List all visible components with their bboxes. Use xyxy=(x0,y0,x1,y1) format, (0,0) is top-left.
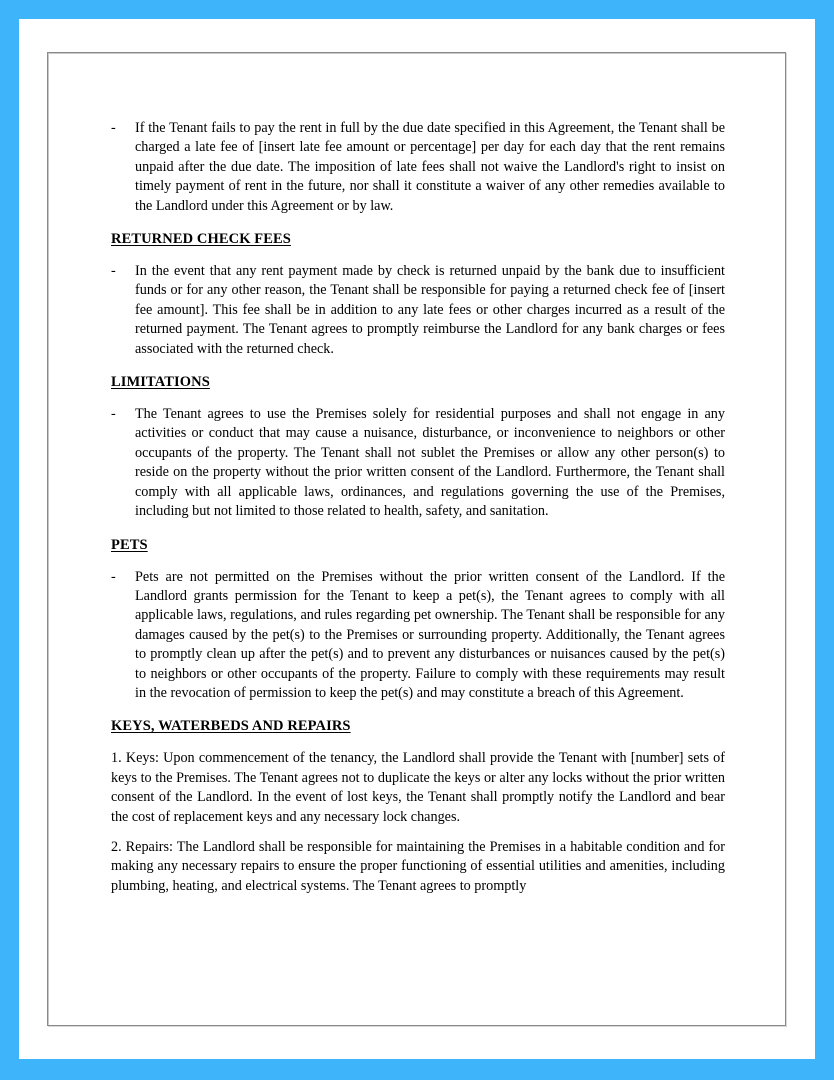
paragraph-keys: 1. Keys: Upon commencement of the tenancy, the Landlord shall provide the Tenant with [number] sets of keys to the Premises. The Tenant agrees not to duplicate the keys or alter any locks without the prior written consent of the Landlord. In the event of lost keys, the Tenant shall promptly notify the Landlord and bear the cost of replacement keys and any necessary lock changes. xyxy=(111,750,725,825)
section-heading-limitations: LIMITATIONS xyxy=(111,374,210,391)
section-pets xyxy=(111,536,725,704)
clause-text: If the Tenant fails to pay the rent in full by the due date specified in this Agreement, the Tenant shall be charged a late fee of [insert late fee amount or percentage] per day for each day that the rent remains unpaid after the due date. The imposition of late fees shall not waive the Landlord's right to insist on timely payment of rent in the future, nor shall it constitute a waiver of any other remedies available to the Landlord under this Agreement or by law. xyxy=(135,120,725,214)
clause-text: The Tenant agrees to use the Premises solely for residential purposes and shall not engage in any activities or conduct that may cause a nuisance, disturbance, or inconvenience to neighbors or other occupants of the property. The Tenant shall not sublet the Premises or allow any other person(s) to reside on the property without the prior written consent of the Landlord. Furthermore, the Tenant shall comply with all applicable laws, ordinances, and regulations governing the use of the Premises, including but not limited to those related to health, safety, and sanitation. xyxy=(135,406,725,520)
paragraph-repairs: 2. Repairs: The Landlord shall be responsible for maintaining the Premises in a habitable condition and for making any necessary repairs to ensure the proper functioning of essential utilities and amenities, including plumbing, heating, and electrical systems. The Tenant agrees to promptly xyxy=(111,838,725,894)
heading-block xyxy=(111,536,725,555)
heading-block xyxy=(111,373,725,392)
clause-text: In the event that any rent payment made by check is returned unpaid by the bank due to insufficient funds or for any other reason, the Tenant shall be responsible for paying a returned check fee of [insert fee amount]. This fee shall be in addition to any late fees or other charges incurred as a result of the returned payment. The Tenant agrees to promptly reimburse the Landlord for any bank charges or fees associated with the returned check. xyxy=(135,263,725,357)
section-returned-check-fees xyxy=(111,230,725,359)
dash-bullet-icon: - xyxy=(111,120,116,136)
section-keys-waterbeds-repairs xyxy=(111,717,725,896)
section-heading-returned-check-fees: RETURNED CHECK FEES xyxy=(111,231,291,248)
page-sheet xyxy=(19,19,815,1059)
clause-late-fees xyxy=(111,119,725,216)
section-heading-pets: PETS xyxy=(111,536,148,553)
section-limitations xyxy=(111,373,725,521)
clause-returned-check-fees xyxy=(111,262,725,359)
dash-bullet-icon: - xyxy=(111,568,116,585)
document-body xyxy=(111,119,725,896)
heading-block xyxy=(111,717,725,736)
dash-bullet-icon: - xyxy=(111,406,116,423)
clause-limitations xyxy=(111,405,725,521)
section-late-fees xyxy=(111,119,725,216)
clause-pets xyxy=(111,568,725,704)
dash-bullet-icon: - xyxy=(111,263,116,280)
clause-text: Pets are not permitted on the Premises without the prior written consent of the Landlord. If the Landlord grants permission for the Tenant to keep a pet(s), the Tenant agrees to comply with all applicable laws, regulations, and rules regarding pet ownership. The Tenant shall be responsible for any damages caused by the pet(s) to the Premises or surrounding property. Additionally, the Tenant agrees to promptly clean up after the pet(s) and to prevent any disturbances or nuisances caused by the pet(s) to neighbors or other occupants of the property. Failure to comply with these requirements may result in the revocation of permission to keep the pet(s) and may constitute a breach of this Agreement. xyxy=(135,568,725,701)
page-content-border xyxy=(47,52,786,1026)
heading-block xyxy=(111,230,725,249)
section-heading-keys-waterbeds-repairs: KEYS, WATERBEDS AND REPAIRS xyxy=(111,718,351,735)
